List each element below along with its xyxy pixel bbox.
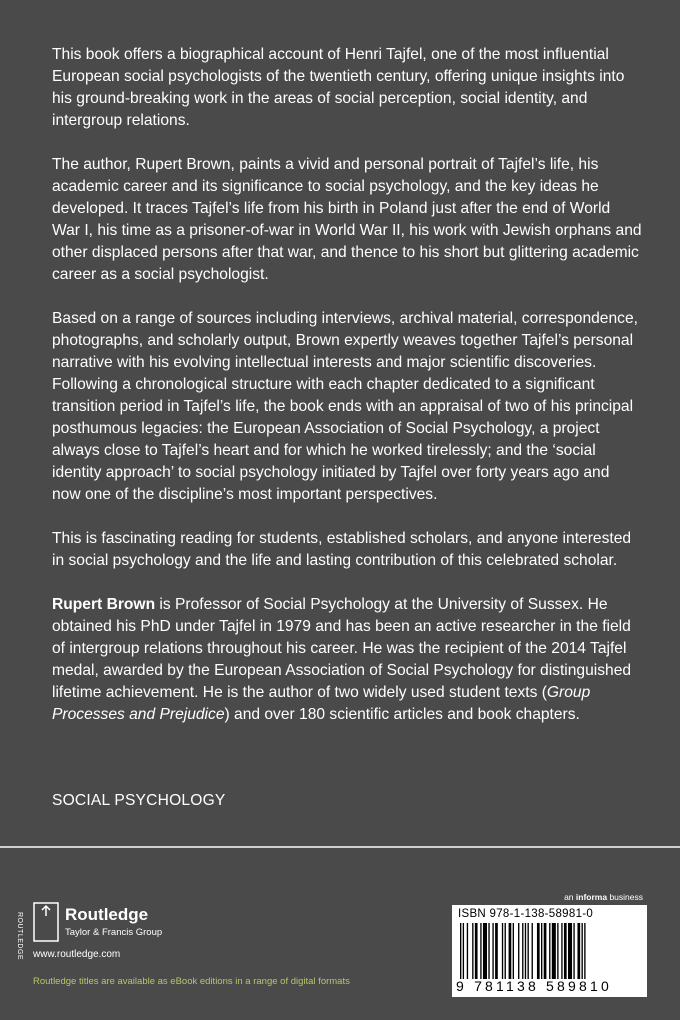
publisher-website: www.routledge.com [33,949,121,960]
barcode-bar [518,923,519,979]
barcode-bar [525,923,526,979]
barcode-bar [537,923,540,979]
barcode-bar [509,923,512,979]
logo-vertical-text: ROUTLEDGE [16,912,23,961]
informa-prefix: an [564,892,576,902]
barcode-bar [568,923,572,979]
blurb-paragraph-1: This book offers a biographical account of Henri Tajfel, one of the most influential European social psychologists of the twentieth century, offering unique insights into his ground-breaking work in the areas of social perception, social identity, and intergroup relations. [52,46,625,129]
informa-suffix: business [607,892,643,902]
barcode-bar [505,923,506,979]
barcode-bar [463,923,464,979]
author-bio [52,594,642,726]
barcode-bar [577,923,580,979]
barcode-bar [495,923,498,979]
informa-business-tag [564,892,643,902]
barcode-bar [582,923,583,979]
barcode-bar [561,923,562,979]
informa-brand: informa [575,892,608,902]
barcode-bar [492,923,493,979]
author-bio-text-b: ) and over 180 scientific articles and book chapters. [224,706,580,723]
routledge-logo-icon [33,902,59,942]
barcode-bar [488,923,489,979]
ebook-note: Routledge titles are available as eBook editions in a range of digital formats [33,976,350,987]
blurb-paragraph-4: This is fascinating reading for students, established scholars, and anyone interested in social psychology and the life and lasting contribution of this celebrated scholar. [52,530,632,569]
barcode-bar [549,923,550,979]
barcode-bar [483,923,487,979]
barcode-bar [502,923,503,979]
barcode-bar [573,923,574,979]
barcode-bar [584,923,585,979]
barcode-bar [564,923,567,979]
barcode-number: 9 781138 589810 [456,978,612,994]
author-name: Rupert Brown [52,596,156,613]
author-book-title: Group Processes and Prejudice [52,684,591,723]
barcode-bar [544,923,547,979]
blurb-paragraph-3: Based on a range of sources including interviews, archival material, correspondence, photographs, and scholarly output, Brown expertly weaves together Tajfel’s personal narrative with his evolving intellectual interests and major scientific discoveries. Following a chronological structure with each chapter dedicated to a significant transition period in Tajfel’s life, the book ends with an appraisal of two of his principal posthumous legacies: the European Association of Social Psychology, a project always close to Tajfel’s heart and for which he worked tirelessly; and the ‘social identity approach’ to social psychology initiated by Tajfel over forty years ago and now one of the discipline’s most important perspectives. [52,310,638,503]
barcode-bar [541,923,542,979]
barcode-bar [467,923,468,979]
barcode-bar [532,923,533,979]
barcode-bar [557,923,558,979]
barcode-bar [475,923,478,979]
author-bio-text-a: is Professor of Social Psychology at the University of Sussex. He obtained his PhD under Tajfel in 1979 and has been an active researcher in the field of intergroup relations throughout his career. He was the recipient of the 2014 Tajfel medal, awarded by the European Association of Social Psychology for distinguished lifetime achievement. He is the author of two widely used student texts ( [52,596,632,701]
publisher-group: Taylor & Francis Group [65,927,163,938]
isbn-text: ISBN 978-1-138-58981-0 [458,908,594,920]
blurb-paragraph-2: The author, Rupert Brown, paints a vivid and personal portrait of Tajfel’s life, his academic career and its significance to social psychology, and the key ideas he developed. It traces Tajfel’s life from his birth in Poland just after the end of World War I, his time as a prisoner-of-war in World War II, his work with Jewish orphans and other displaced persons after that war, and thence to his short but glittering academic career as a social psychologist. [52,156,642,283]
barcode-box [452,905,647,997]
barcode-bar [472,923,473,979]
barcode-bar [552,923,556,979]
barcode-bar [460,923,461,979]
barcode-bar [513,923,514,979]
barcode-bar [528,923,529,979]
barcode-bars [456,923,642,979]
barcode-bar [480,923,481,979]
barcode-bar [522,923,523,979]
publisher-name: Routledge [65,905,149,924]
divider [0,846,680,848]
back-cover-blurb [52,44,642,748]
subject-category: SOCIAL PSYCHOLOGY [52,792,226,809]
